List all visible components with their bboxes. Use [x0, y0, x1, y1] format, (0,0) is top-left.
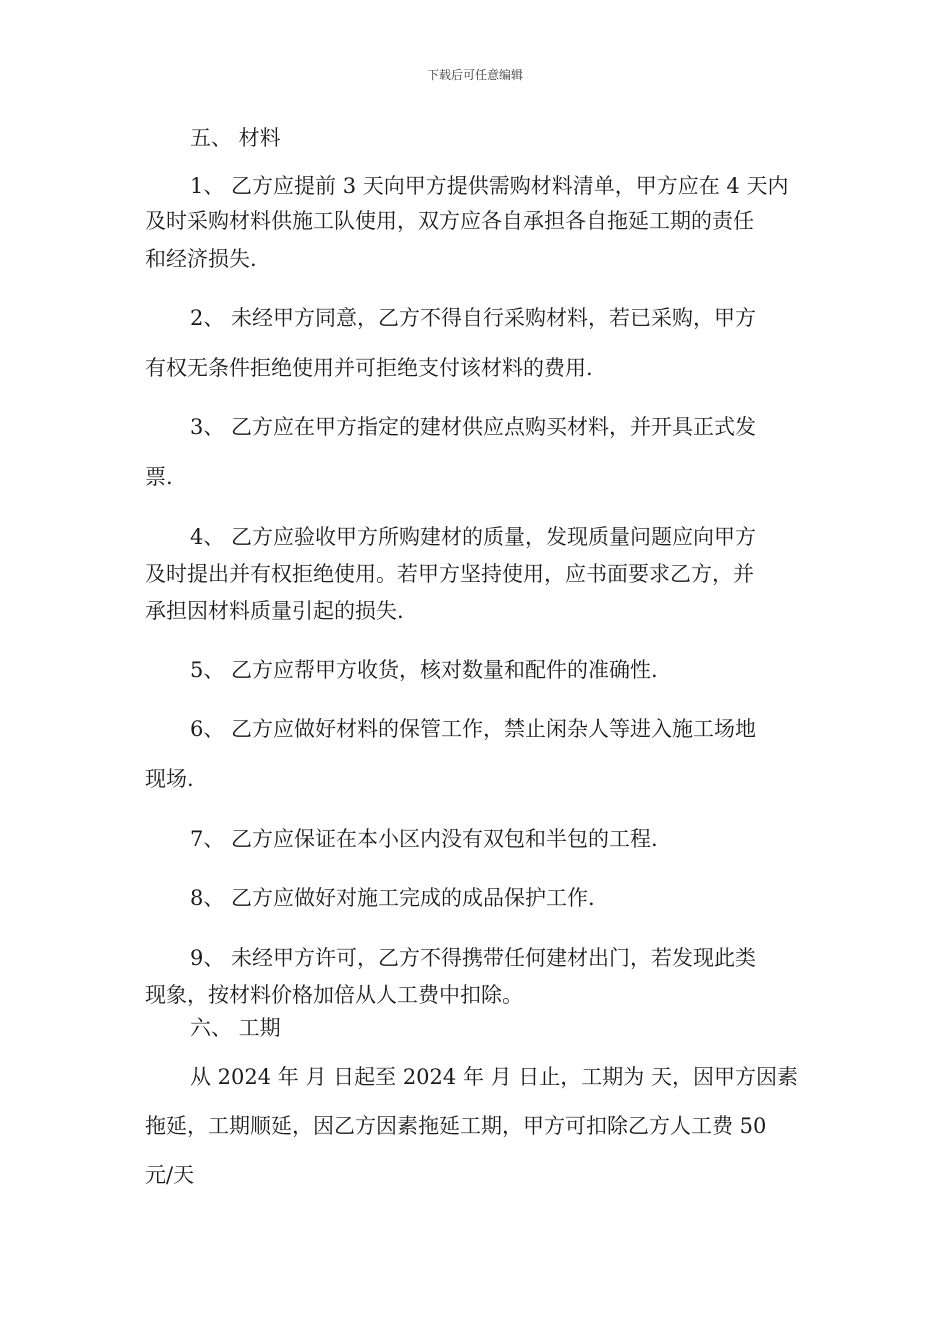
paragraph-line: 9、 未经甲方许可，乙方不得携带任何建材出门，若发现此类: [190, 946, 757, 970]
section-heading-schedule: 六、 工期: [190, 1016, 281, 1040]
paragraph-line: 3、 乙方应在甲方指定的建材供应点购买材料，并开具正式发: [190, 415, 757, 439]
section-heading-materials: 五、 材料: [190, 126, 281, 150]
paragraph-line: 1、 乙方应提前 3 天向甲方提供需购材料清单，甲方应在 4 天内: [190, 174, 789, 198]
paragraph-line: 8、 乙方应做好对施工完成的成品保护工作.: [190, 886, 595, 910]
paragraph-line: 拖延，工期顺延，因乙方因素拖延工期，甲方可扣除乙方人工费 50: [145, 1114, 767, 1138]
paragraph-line: 现场.: [145, 767, 194, 791]
paragraph-line: 2、 未经甲方同意，乙方不得自行采购材料，若已采购，甲方: [190, 306, 757, 330]
paragraph-line: 承担因材料质量引起的损失.: [145, 599, 404, 623]
page-header: 下载后可任意编辑: [426, 68, 523, 82]
paragraph-line: 从 2024 年 月 日起至 2024 年 月 日止，工期为 天，因甲方因素: [190, 1065, 798, 1089]
paragraph-line: 7、 乙方应保证在本小区内没有双包和半包的工程.: [190, 827, 658, 851]
paragraph-line: 现象，按材料价格加倍从人工费中扣除。: [145, 983, 523, 1007]
paragraph-line: 元/天: [145, 1163, 195, 1187]
paragraph-line: 及时提出并有权拒绝使用。若甲方坚持使用，应书面要求乙方，并: [145, 562, 754, 586]
paragraph-line: 有权无条件拒绝使用并可拒绝支付该材料的费用.: [145, 356, 593, 380]
paragraph-line: 6、 乙方应做好材料的保管工作，禁止闲杂人等进入施工场地: [190, 717, 757, 741]
paragraph-line: 及时采购材料供施工队使用，双方应各自承担各自拖延工期的责任: [145, 209, 754, 233]
paragraph-line: 4、 乙方应验收甲方所购建材的质量，发现质量问题应向甲方: [190, 525, 757, 549]
paragraph-line: 5、 乙方应帮甲方收货，核对数量和配件的准确性.: [190, 658, 658, 682]
paragraph-line: 和经济损失.: [145, 247, 257, 271]
paragraph-line: 票.: [145, 465, 173, 489]
